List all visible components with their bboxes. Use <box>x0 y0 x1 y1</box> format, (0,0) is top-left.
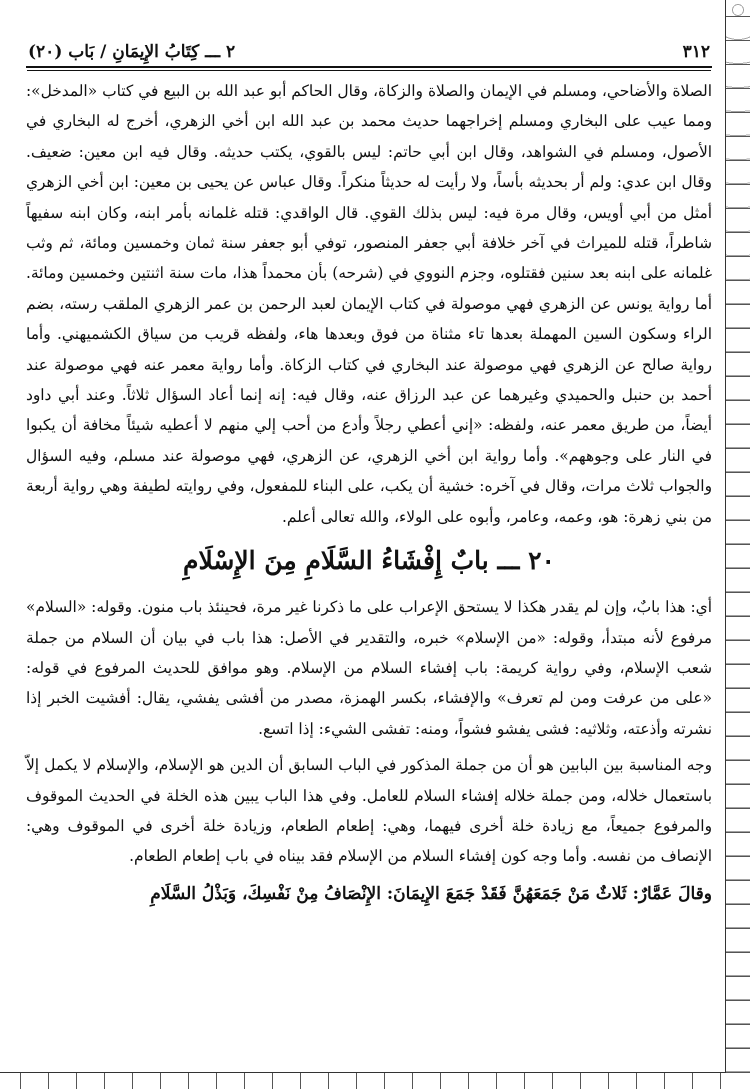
paragraph-relevance: وجه المناسبة بين البابين هو أن من جملة المذكور في الباب السابق أن الدين هو الإسلام، والإسلام لا يكمل إلاّ باستعمال خلاله، ومن جملة خلاله إفشاء السلام للعامل. وفي هذا الباب يبين هذه الخلة في الحديث الموقوف والمرفوع جميعاً، مع زيادة خلة أخرى فيهما، وهي: إطعام الطعام، وزيادة خلة أخرى في الموقوف وهي: الإنصاف من نفسه. وأما وجه كون إفشاء السلام من الإسلام فقد بيناه في باب إطعام الطعام. <box>26 756 712 866</box>
page-header <box>26 42 712 68</box>
chapter-title: ٢٠ ـــ بابٌ إِفْشَاءُ السَّلَامِ مِنَ الإِسْلَامِ <box>183 546 555 576</box>
ornamental-border-right <box>725 0 750 1089</box>
page-content <box>26 42 712 1062</box>
paragraph-continued: الصلاة والأضاحي، ومسلم في الإيمان والصلاة والزكاة، وقال الحاكم أبو عبد الله بن البيع في كتاب «المدخل»: ومما عيب على البخاري ومسلم إخراجهما حديث محمد بن عبد الله ابن أخي الزهري، أخرج له البخاري في الأصول، ومسلم في الشواهد، وقال ابن أبي حاتم: ليس بالقوي، يكتب حديثه. وقال فيه ابن معين: ضعيف. وقال ابن عدي: ولم أر بحديثه بأساً، ولا رأيت له حديثاً منكراً. وقال عباس عن يحيى بن معين: ابن أخي الزهري أمثل من أبي أويس، وقال مرة فيه: ليس بذلك القوي. قال الواقدي: قتله غلمانه بأمر ابنه، وكان ابنه سفيهاً شاطراً، قتله للميراث في آخر خلافة أبي جعفر المنصور، توفي أبو جعفر سنة ثمان وخمسين ومائة، ثم وثب غلمانه على ابنه بعد سنين فقتلوه، وجزم النووي في (شرحه) بأن محمداً هذا، مات سنة اثنتين وخمسين ومائة. أما رواية يونس عن الزهري فهي موصولة في كتاب الإيمان لعبد الرحمن بن عمر الزهري الملقب رسته، بضم الراء وسكون السين المهملة بعدها تاء مثناة من فوق وبعدها هاء، ولفظه قريب من سياق الكشميهني. وأما رواية صالح عن الزهري فهي موصولة عند البخاري في كتاب الزكاة. وأما رواية معمر عنه فهي موصولة عند أحمد بن حنبل والحميدي وغيرهما عن عبد الرزاق عنه، وقال فيه: إنه إنما أعاد السؤال ثلاثاً. وعند أبي داود أيضاً، من طريق معمر عنه، ولفظه: «إني أعطي رجلاً وأدع من أحب إلي منهم لا أعطيه شيئاً مخافة أن يكبوا في النار على وجوههم». وأما رواية ابن أخي الزهري، عن الزهري، فهي موصولة عند مسلم، وفيه السؤال والجواب ثلاث مرات، وقال في آخره: خشية أن يكب، على البناء للمفعول، وفي روايته لطيفة وهي رواية أربعة من بني زهرة: هو، وعمه، وعامر، وأبوه على الولاء، والله تعالى أعلم. <box>26 82 712 526</box>
page-number: ٣١٢ <box>682 42 710 62</box>
ornamental-border-bottom <box>0 1072 726 1089</box>
paragraph-explanation: أي: هذا بابٌ، وإن لم يقدر هكذا لا يستحق الإعراب على ما ذكرنا غير مرة، فحينئذ باب منون. وقوله: «السلام» مرفوع لأنه مبتدأ، وقوله: «من الإسلام» خبره، والتقدير في الأصل: هذا باب في بيان أن السلام من جملة شعب الإسلام، وفي رواية كريمة: باب إفشاء السلام من الإسلام. وهو موافق للحديث المرفوع في قوله: «على من عرفت ومن لم تعرف» والإفشاء، بكسر الهمزة، مصدر من أفشى يفشي، يقال: أفشيت الخبر إذا نشرته وأذعته، وثلاثيه: فشى يفشو فشواً، ومنه: تفشى الشيء: إذا اتسع. <box>26 598 712 738</box>
hadith-line: وقالَ عَمَّارٌ: ثَلاثٌ مَنْ جَمَعَهُنَّ فَقَدْ جَمَعَ الإِيمَانَ: الإِنْصَافُ مِنْ نَفْسِكَ، وَبَذْلُ السَّلَامِ <box>150 883 712 904</box>
book-title: ٢ ـــ كِتَابُ الإِيمَانِ / بَاب (٢٠) <box>28 42 236 62</box>
